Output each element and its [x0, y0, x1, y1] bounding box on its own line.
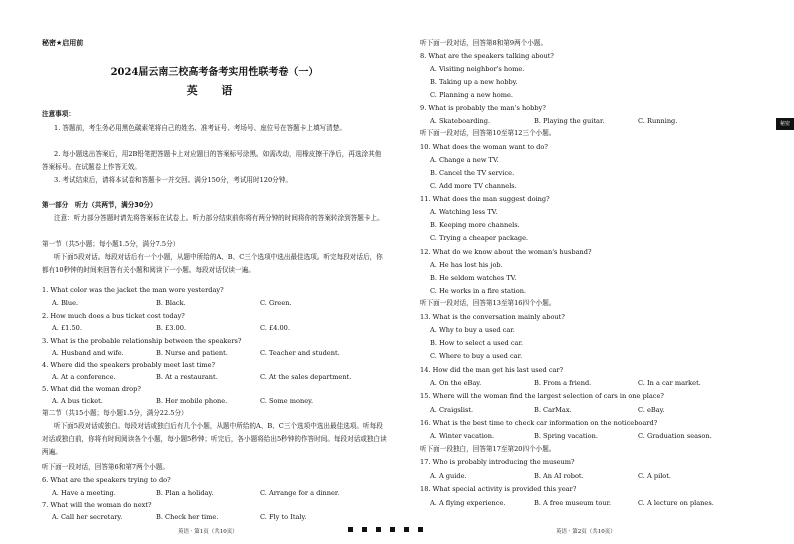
notice-item-3: 3. 考试结束后，请将本试卷和答题卡一并交回。满分150分，考试用时120分钟。: [54, 176, 292, 184]
question-1: 1. What color was the jacket the man wore yesterday?: [42, 286, 224, 294]
question-2: 2. How much does a bus ticket cost today?: [42, 312, 185, 320]
question-8: 8. What are the speakers talking about?: [420, 52, 554, 60]
q11-option-b: B. Keeping more channels.: [430, 221, 520, 229]
q7-option-b: B. Check her time.: [156, 513, 219, 521]
q13-option-c: C. Where to buy a used car.: [430, 352, 523, 360]
question-9: 9. What is probably the man's hobby?: [420, 104, 546, 112]
q16-option-b: B. Spring vacation.: [534, 432, 598, 440]
q12-option-c: C. He works in a fire station.: [430, 287, 527, 295]
q18-option-c: C. A lecture on planes.: [638, 499, 714, 507]
q13-option-b: B. How to select a used car.: [430, 339, 523, 347]
q17-option-c: C. A pilot.: [638, 472, 672, 480]
q11-option-c: C. Trying a cheaper package.: [430, 234, 529, 242]
q14-option-c: C. In a car market.: [638, 379, 701, 387]
q18-option-a: A. A flying experience.: [430, 499, 506, 507]
q8-option-b: B. Taking up a new hobby.: [430, 78, 518, 86]
question-10: 10. What does the woman want to do?: [420, 143, 548, 151]
q7-option-c: C. Fly to Italy.: [260, 513, 307, 521]
notice-item-1: 1. 答题前，考生务必用黑色碳素笔将自己的姓名、准考证号、考场号、座位号在答题卡上填写清楚。: [54, 124, 346, 132]
q8-option-c: C. Planning a new home.: [430, 91, 514, 99]
q4-option-c: C. At the sales department.: [260, 373, 352, 381]
q3-option-b: B. Nurse and patient.: [156, 349, 228, 357]
notice-item-2: 2. 每小题选出答案后，用2B铅笔把答题卡上对应题目的答案标号涂黑。如需改动，用橡皮擦干净后，再选涂其他答案标号。在试题卷上作答无效。: [42, 150, 382, 172]
q12-option-a: A. He has lost his job.: [430, 261, 503, 269]
q2-option-a: A. £1.50.: [52, 324, 82, 332]
part1-intro: 注意：听力部分答题时请先将答案标在试卷上。听力部分结束前你将有两分钟的时间将你的答案转涂到答题卡上。: [54, 214, 384, 222]
q3-option-a: A. Husband and wife.: [52, 349, 124, 357]
q16-option-c: C. Graduation season.: [638, 432, 712, 440]
question-14: 14. How did the man get his last used car?: [420, 366, 564, 374]
instruction-q8-9: 听下面一段对话，回答第8和第9两个小题。: [420, 39, 548, 47]
binding-marker-4: [390, 527, 395, 532]
q4-option-b: B. At a restaurant.: [156, 373, 218, 381]
part1-heading: 第一部分 听力（共两节，满分30分）: [42, 201, 157, 209]
q9-option-a: A. Skateboarding.: [430, 117, 491, 125]
q4-option-a: A. At a conference.: [52, 373, 116, 381]
question-11: 11. What does the man suggest doing?: [420, 195, 550, 203]
q5-option-a: A. A bus ticket.: [52, 397, 103, 405]
q15-option-b: B. CarMax.: [534, 406, 572, 414]
q8-option-a: A. Visiting neighbor's home.: [430, 65, 525, 73]
exam-title: 2024届云南三校高考备考实用性联考卷（一）: [110, 67, 319, 78]
subject-title: 英 语: [186, 84, 243, 97]
question-16: 16. What is the best time to check car information on the noticeboard?: [420, 419, 658, 427]
notice-heading: 注意事项：: [42, 110, 75, 118]
question-4: 4. Where did the speakers probably meet last time?: [42, 361, 216, 369]
q10-option-b: B. Cancel the TV service.: [430, 169, 515, 177]
q6-option-c: C. Arrange for a dinner.: [260, 489, 340, 497]
section1-heading: 第一节（共5小题；每小题1.5分，满分7.5分）: [42, 240, 180, 248]
q1-option-c: C. Green.: [260, 299, 292, 307]
section2-intro: 听下面5段对话或独白。每段对话或独白后有几个小题，从题中所给的A、B、C三个选项中选出最佳选项。听每段对话或独白前，你将有时间阅读各个小题，每小题5秒钟；听完后，各小题将给出5秒钟的作答时间。每段对话或独白读两遍。: [42, 422, 387, 457]
q12-option-b: B. He seldom watches TV.: [430, 274, 517, 282]
binding-marker-6: [418, 527, 423, 532]
confidential-mark: 秘密★启用前: [42, 39, 84, 47]
question-17: 17. Who is probably introducing the museum?: [420, 458, 575, 466]
q5-option-b: B. Her mobile phone.: [156, 397, 228, 405]
question-12: 12. What do we know about the woman's husband?: [420, 248, 592, 256]
section1-intro: 听下面5段对话。每段对话后有一个小题，从题中所给的A、B、C三个选项中选出最佳选项。听完每段对话后，你都有10秒钟的时间来回答有关小题和阅读下一小题。每段对话仅读一遍。: [42, 253, 383, 275]
question-15: 15. Where will the woman find the largest selection of cars in one place?: [420, 392, 664, 400]
q9-option-c: C. Running.: [638, 117, 678, 125]
question-13: 13. What is the conversation mainly about?: [420, 313, 565, 321]
q17-option-a: A. A guide.: [430, 472, 467, 480]
q6-option-b: B. Plan a holiday.: [156, 489, 214, 497]
q1-option-a: A. Blue.: [52, 299, 79, 307]
q15-option-c: C. eBay.: [638, 406, 665, 414]
instruction-q17-20: 听下面一段独白，回答第17至第20四个小题。: [420, 445, 556, 453]
page-footer-right: 英语 · 第2页（共10页）: [556, 529, 616, 535]
question-3: 3. What is the probable relationship between the speakers?: [42, 337, 242, 345]
instruction-q10-12: 听下面一段对话，回答第10至第12三个小题。: [420, 129, 556, 137]
question-18: 18. What special activity is provided this year?: [420, 485, 577, 493]
q13-option-a: A. Why to buy a used car.: [430, 326, 515, 334]
q15-option-a: A. Craigslist.: [430, 406, 474, 414]
page-footer-left: 英语 · 第1页（共10页）: [178, 529, 238, 535]
q3-option-c: C. Teacher and student.: [260, 349, 340, 357]
binding-marker-5: [404, 527, 409, 532]
q14-option-b: B. From a friend.: [534, 379, 592, 387]
binding-marker-1: [348, 527, 353, 532]
question-5: 5. What did the woman drop?: [42, 385, 141, 393]
side-tag: 秘密: [776, 118, 794, 130]
q1-option-b: B. Black.: [156, 299, 186, 307]
q18-option-b: B. A free museum tour.: [534, 499, 612, 507]
q9-option-b: B. Playing the guitar.: [534, 117, 605, 125]
q11-option-a: A. Watching less TV.: [430, 208, 498, 216]
binding-marker-3: [376, 527, 381, 532]
q14-option-a: A. On the eBay.: [430, 379, 482, 387]
instruction-q6-7: 听下面一段对话，回答第6和第7两个小题。: [42, 463, 170, 471]
q6-option-a: A. Have a meeting.: [52, 489, 116, 497]
question-7: 7. What will the woman do next?: [42, 501, 152, 509]
q2-option-c: C. £4.00.: [260, 324, 290, 332]
binding-marker-2: [362, 527, 367, 532]
q7-option-a: A. Call her secretary.: [52, 513, 123, 521]
q17-option-b: B. An AI robot.: [534, 472, 584, 480]
instruction-q13-16: 听下面一段对话，回答第13至第16四个小题。: [420, 299, 556, 307]
q5-option-c: C. Some money.: [260, 397, 314, 405]
section2-heading: 第二节（共15小题；每小题1.5分，满分22.5分）: [42, 409, 188, 417]
q10-option-a: A. Change a new TV.: [430, 156, 499, 164]
q16-option-a: A. Winter vacation.: [430, 432, 495, 440]
question-6: 6. What are the speakers trying to do?: [42, 476, 171, 484]
q10-option-c: C. Add more TV channels.: [430, 182, 517, 190]
q2-option-b: B. £3.00.: [156, 324, 187, 332]
